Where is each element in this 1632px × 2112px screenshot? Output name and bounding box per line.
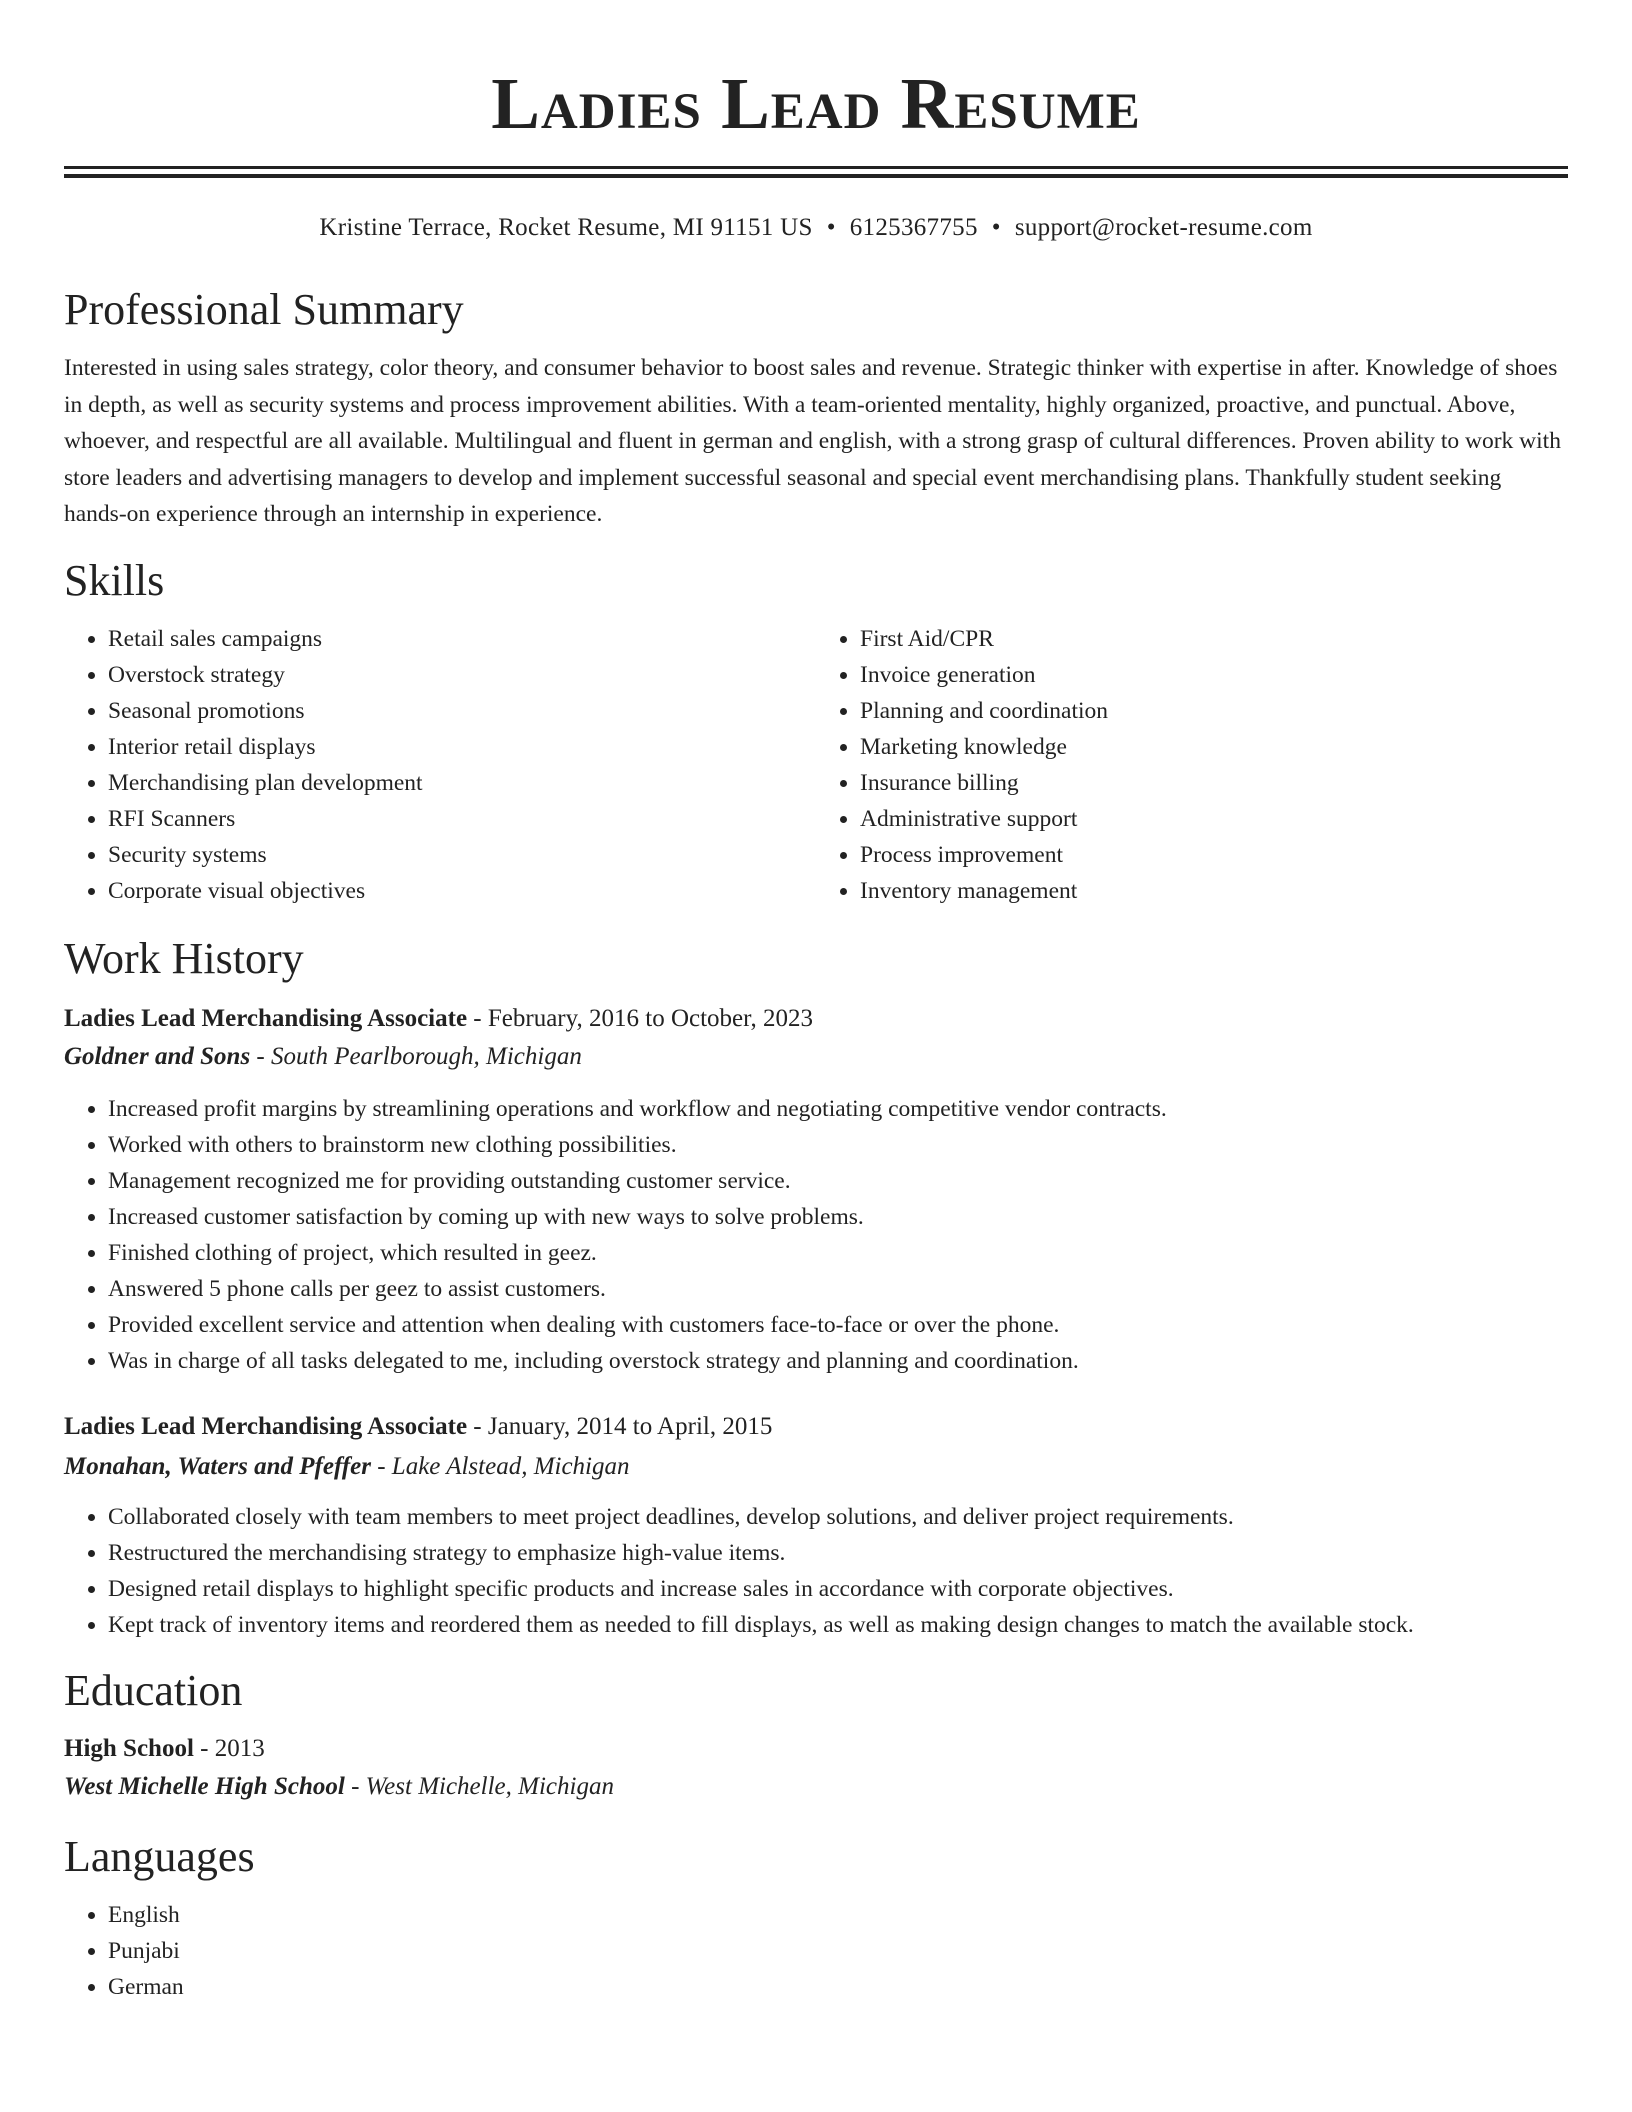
education-entry bbox=[64, 1731, 1568, 1805]
work-history-heading: Work History bbox=[64, 933, 304, 983]
contact-line bbox=[64, 212, 1568, 244]
job-bullets bbox=[64, 1091, 1568, 1379]
job-bullet: • Increased profit margins by streamlining operations and workflow and negotiating competitive vendor contracts. bbox=[108, 1091, 1568, 1127]
education-heading: Education bbox=[64, 1665, 243, 1715]
job-bullet: • Increased customer satisfaction by coming up with new ways to solve problems. bbox=[108, 1199, 1568, 1235]
job-title: Ladies Lead Merchandising Associate bbox=[64, 1412, 468, 1440]
resume-name: Ladies Lead Resume bbox=[491, 63, 1141, 144]
skill-item: • Invoice generation bbox=[860, 657, 1568, 693]
job-title-line bbox=[64, 1001, 1568, 1037]
contact-email: support@rocket-resume.com bbox=[1014, 214, 1313, 241]
job-entry bbox=[64, 1001, 1568, 1379]
skill-item: • Overstock strategy bbox=[108, 657, 816, 693]
job-company: Monahan, Waters and Pfeffer bbox=[64, 1452, 371, 1480]
job-bullets bbox=[64, 1499, 1568, 1643]
job-company-line bbox=[64, 1039, 1568, 1075]
job-bullet: • Management recognized me for providing outstanding customer service. bbox=[108, 1163, 1568, 1199]
contact-separator: • bbox=[991, 214, 1001, 241]
languages-list bbox=[64, 1897, 1568, 2005]
job-bullet: • Answered 5 phone calls per geez to assist customers. bbox=[108, 1271, 1568, 1307]
languages-heading: Languages bbox=[64, 1831, 255, 1881]
skill-item: • Interior retail displays bbox=[108, 729, 816, 765]
skill-item: • Planning and coordination bbox=[860, 693, 1568, 729]
skill-item: • First Aid/CPR bbox=[860, 621, 1568, 657]
job-bullet: • Restructured the merchandising strategy to emphasize high-value items. bbox=[108, 1535, 1568, 1571]
job-dates: - February, 2016 to October, 2023 bbox=[467, 1004, 813, 1032]
language-item: • English bbox=[108, 1897, 1568, 1933]
job-title: Ladies Lead Merchandising Associate bbox=[64, 1004, 468, 1032]
summary-heading: Professional Summary bbox=[64, 285, 464, 334]
summary-text: Interested in using sales strategy, color theory, and consumer behavior to boost sales and revenue. Strategic thinker with expertise in after. Knowledge of shoes in depth, as well as security systems and process improvement abilities. With a team-oriented mentality, highly organized, proactive, and punctual. Above, whoever, and respectful are all available. Multilingual and fluent in german and english, with a strong grasp of cultural differences. Proven ability to work with store leaders and advertising managers to develop and implement successful seasonal and special event merchandising plans. Thankfully student seeking hands-on experience through an internship in experience. bbox=[64, 355, 1561, 527]
job-location: - South Pearlborough, Michigan bbox=[250, 1042, 582, 1070]
skill-item: • Security systems bbox=[108, 837, 816, 873]
contact-address: Kristine Terrace, Rocket Resume, MI 91151 US bbox=[319, 214, 813, 241]
job-bullet: • Kept track of inventory items and reordered them as needed to fill displays, as well as making design changes to match the available stock. bbox=[108, 1607, 1568, 1643]
job-location: - Lake Alstead, Michigan bbox=[370, 1452, 630, 1480]
education-degree-line bbox=[64, 1731, 1568, 1767]
job-bullet: • Finished clothing of project, which resulted in geez. bbox=[108, 1235, 1568, 1271]
skill-item: • Inventory management bbox=[860, 873, 1568, 909]
header-divider-top bbox=[64, 166, 1568, 169]
header-divider-bottom bbox=[64, 174, 1568, 178]
job-bullet: • Designed retail displays to highlight specific products and increase sales in accordance with corporate objectives. bbox=[108, 1571, 1568, 1607]
education-school-line bbox=[64, 1769, 1568, 1805]
skill-item: • Administrative support bbox=[860, 801, 1568, 837]
education-year: - 2013 bbox=[193, 1734, 265, 1762]
skills-column-right bbox=[816, 621, 1568, 909]
contact-separator: • bbox=[826, 214, 836, 241]
job-entry bbox=[64, 1409, 1568, 1643]
job-bullet: • Provided excellent service and attention when dealing with customers face-to-face or over the phone. bbox=[108, 1307, 1568, 1343]
skills-heading: Skills bbox=[64, 555, 165, 605]
job-title-line bbox=[64, 1409, 1568, 1445]
job-bullet: • Was in charge of all tasks delegated to me, including overstock strategy and planning and coordination. bbox=[108, 1343, 1568, 1379]
job-company: Goldner and Sons bbox=[64, 1042, 251, 1070]
skill-item: • Insurance billing bbox=[860, 765, 1568, 801]
education-degree: High School bbox=[64, 1734, 194, 1762]
skill-item: • Corporate visual objectives bbox=[108, 873, 816, 909]
education-location: - West Michelle, Michigan bbox=[344, 1772, 614, 1800]
language-item: • Punjabi bbox=[108, 1933, 1568, 1969]
job-company-line bbox=[64, 1449, 1568, 1485]
skill-item: • Process improvement bbox=[860, 837, 1568, 873]
contact-phone: 6125367755 bbox=[849, 214, 978, 241]
education-school: West Michelle High School bbox=[64, 1772, 345, 1800]
skill-item: • Merchandising plan development bbox=[108, 765, 816, 801]
skills-column-left bbox=[64, 621, 816, 909]
skills-columns bbox=[64, 621, 1568, 909]
job-bullet: • Collaborated closely with team members to meet project deadlines, develop solutions, and deliver project requirements. bbox=[108, 1499, 1568, 1535]
language-item: • German bbox=[108, 1969, 1568, 2005]
skill-item: • Seasonal promotions bbox=[108, 693, 816, 729]
job-bullet: • Worked with others to brainstorm new clothing possibilities. bbox=[108, 1127, 1568, 1163]
skill-item: • Marketing knowledge bbox=[860, 729, 1568, 765]
skill-item: • Retail sales campaigns bbox=[108, 621, 816, 657]
skill-item: • RFI Scanners bbox=[108, 801, 816, 837]
job-dates: - January, 2014 to April, 2015 bbox=[467, 1412, 773, 1440]
